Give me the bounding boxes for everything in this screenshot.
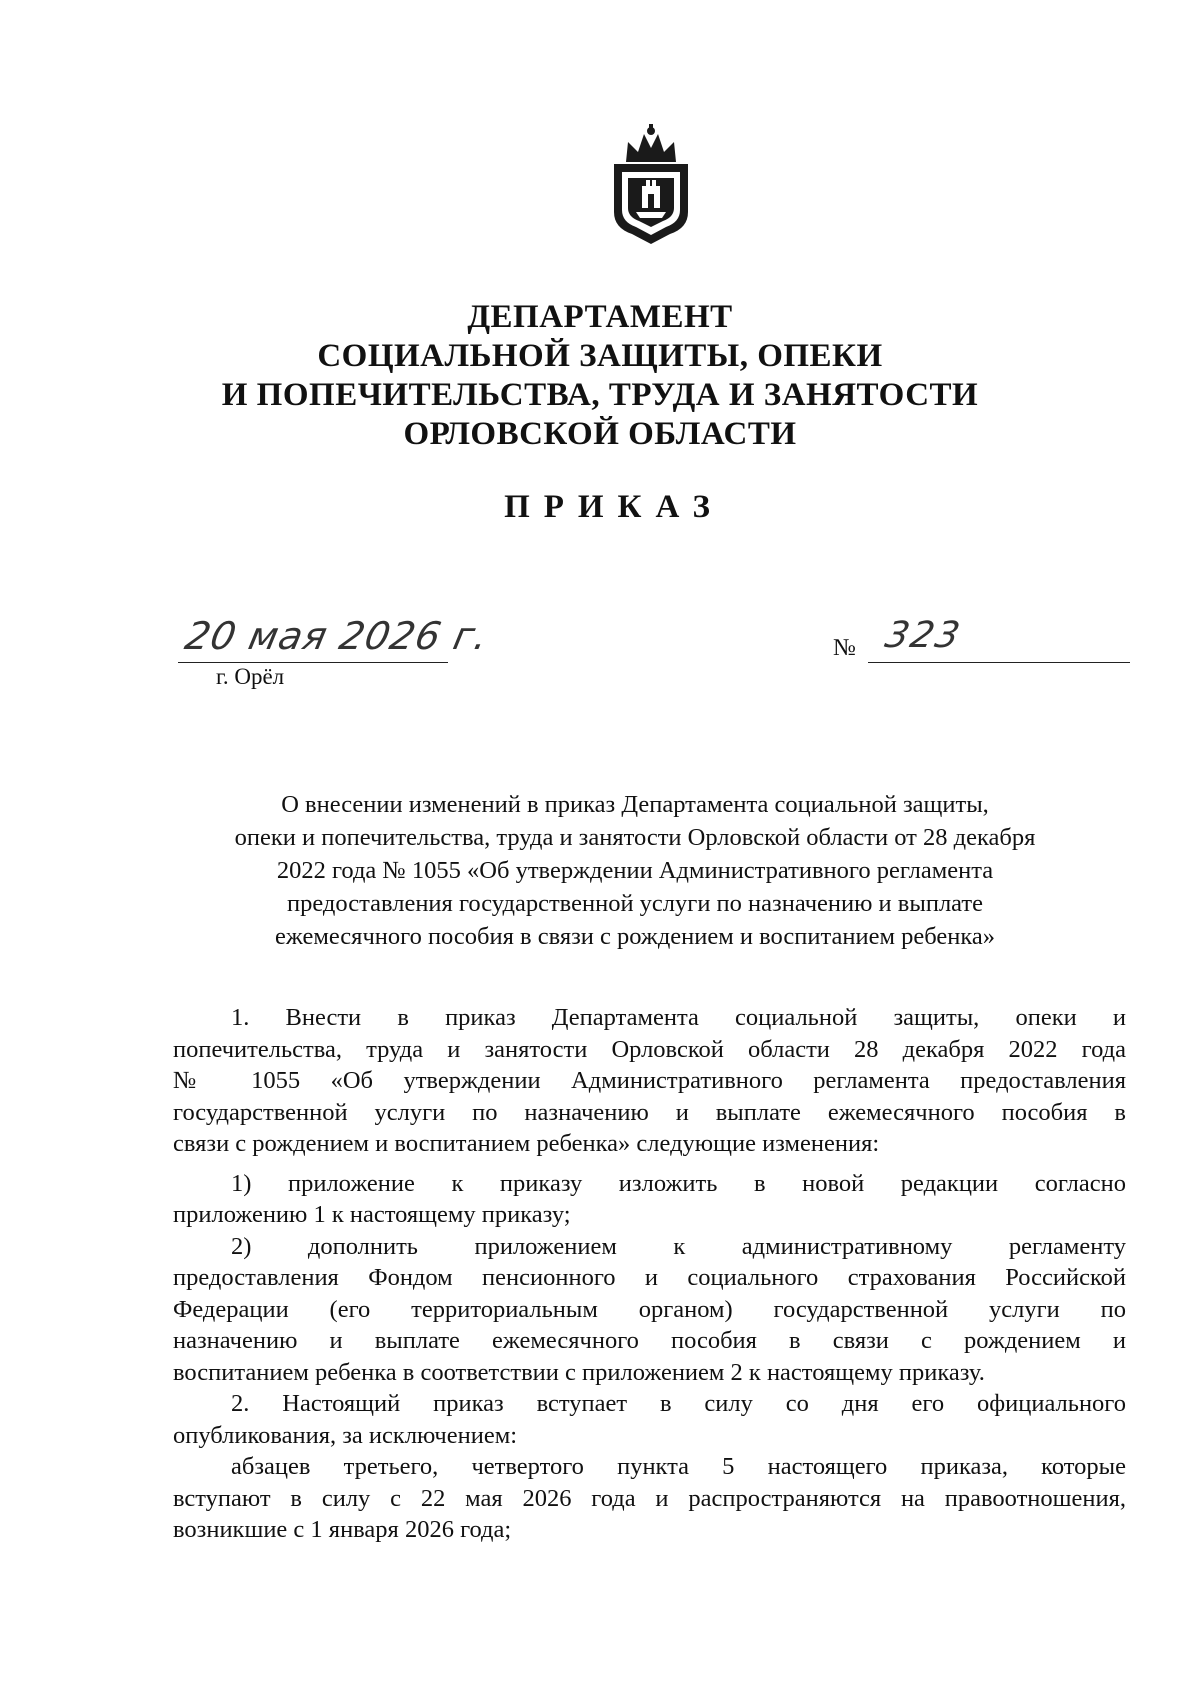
department-line: ДЕПАРТАМЕНТ <box>467 299 733 335</box>
subject-line: опеки и попечительства, труда и занятости Орловской области от 28 декабря <box>234 824 1036 851</box>
subject-line: О внесении изменений в приказ Департамента социальной защиты, <box>281 791 989 818</box>
subject-line: предоставления государственной услуги по назначению и выплате <box>286 890 983 917</box>
subject-line: 2022 года № 1055 «Об утверждении Административного регламента <box>276 857 994 884</box>
handwritten-number: 323 <box>881 615 966 656</box>
document-type-heading: ПРИКАЗ <box>504 489 724 525</box>
body-line: опубликования, за исключением: <box>173 1421 518 1449</box>
body-line: абзацев третьего, четвертого пункта 5 настоящего приказа, которые <box>231 1453 1126 1480</box>
department-line: И ПОПЕЧИТЕЛЬСТВА, ТРУДА И ЗАНЯТОСТИ <box>221 377 979 413</box>
paragraph-item-2 <box>173 1388 1126 1451</box>
body-line: 2) дополнить приложением к административному регламенту <box>231 1232 1126 1260</box>
paragraph-subitem-2 <box>173 1231 1126 1389</box>
body-line: 2. Настоящий приказ вступает в силу со дня его официального <box>231 1390 1126 1417</box>
body-line: № 1055 «Об утверждении Административного регламента предоставления <box>173 1067 1126 1094</box>
department-line: ОРЛОВСКОЙ ОБЛАСТИ <box>403 416 797 452</box>
body-line: приложению 1 к настоящему приказу; <box>173 1201 571 1228</box>
paragraph-exception <box>173 1451 1126 1546</box>
body-line: вступают в силу с 22 мая 2026 года и распространяются на правоотношения, <box>173 1484 1126 1512</box>
body-line: назначению и выплате ежемесячного пособия в связи с рождением и <box>173 1327 1126 1354</box>
number-underline <box>868 662 1130 663</box>
body-line: государственной услуги по назначению и выплате ежемесячного пособия в <box>173 1098 1126 1126</box>
paragraph-subitem-1 <box>173 1168 1126 1231</box>
order-body <box>173 1002 1126 1546</box>
department-title <box>200 298 1000 454</box>
order-subject <box>170 788 1100 953</box>
body-line: Федерации (его территориальным органом) государственной услуги по <box>173 1295 1126 1323</box>
body-line: 1) приложение к приказу изложить в новой редакции согласно <box>231 1169 1126 1197</box>
subject-line: ежемесячного пособия в связи с рождением и воспитанием ребенка» <box>274 923 996 950</box>
body-line: предоставления Фондом пенсионного и социального страхования Российской <box>173 1264 1126 1291</box>
handwritten-date: 20 мая 2026 г. <box>181 614 493 658</box>
paragraph-item-1 <box>173 1002 1126 1160</box>
date-underline <box>178 662 448 663</box>
department-line: СОЦИАЛЬНОЙ ЗАЩИТЫ, ОПЕКИ <box>317 338 883 374</box>
city-label: г. Орёл <box>216 664 285 689</box>
body-line: попечительства, труда и занятости Орловской области 28 декабря 2022 года <box>173 1035 1126 1063</box>
number-label: № <box>833 635 856 661</box>
coat-of-arms-icon <box>606 124 696 246</box>
body-line: возникшие с 1 января 2026 года; <box>173 1516 512 1543</box>
body-line: воспитанием ребенка в соответствии с приложением 2 к настоящему приказу. <box>173 1358 985 1386</box>
body-line: связи с рождением и воспитанием ребенка» следующие изменения: <box>173 1130 880 1157</box>
body-line: 1. Внести в приказ Департамента социальной защиты, опеки и <box>231 1004 1126 1031</box>
